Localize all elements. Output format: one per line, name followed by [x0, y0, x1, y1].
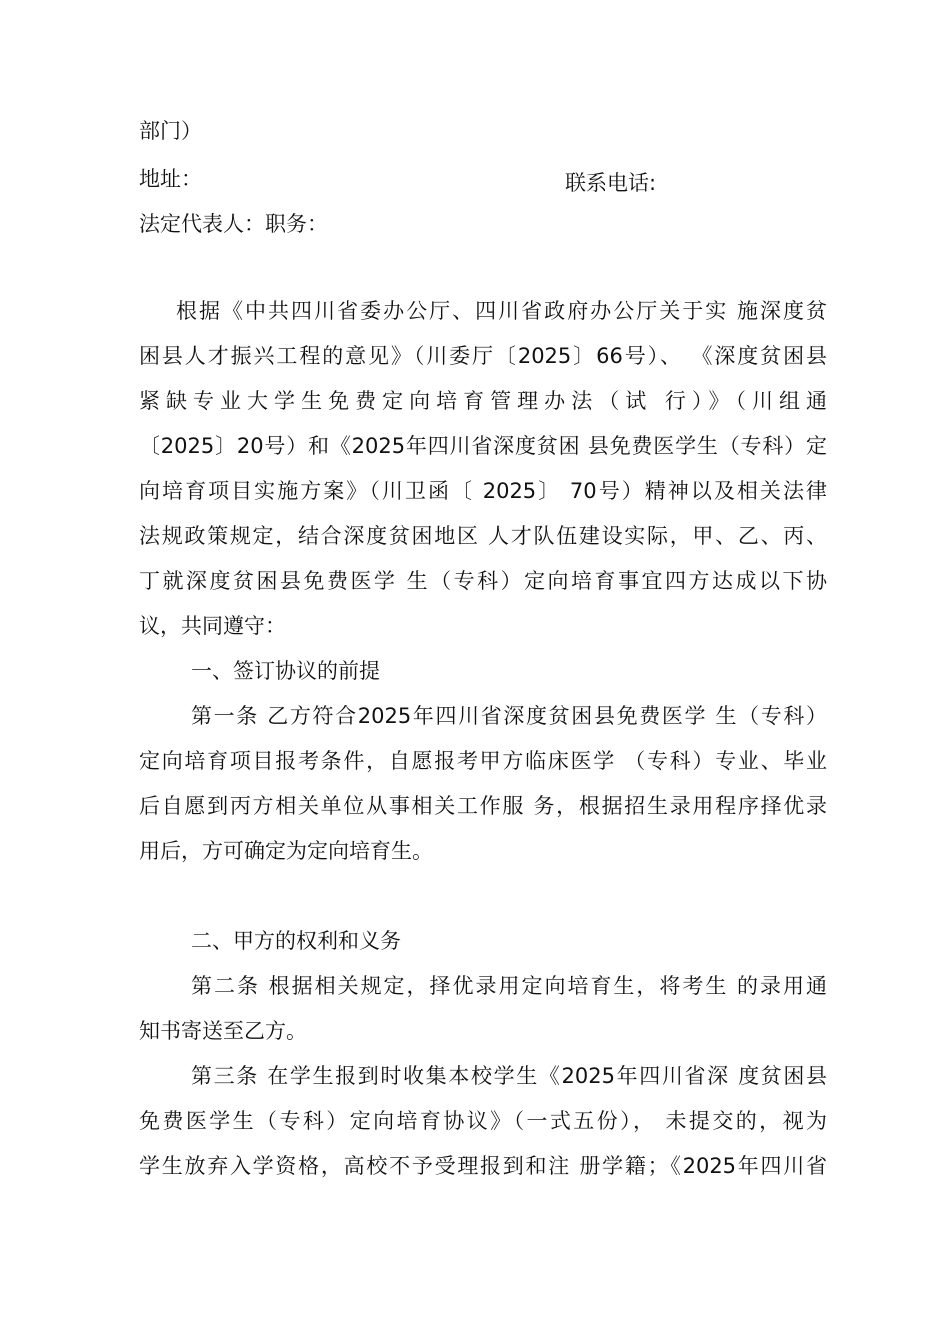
intro-line-5: 向培育项目实施方案》（川卫函〔 2025〕 70号）精神以及相关法律	[139, 479, 827, 503]
phone-label: 联系电话:	[565, 171, 657, 195]
article-3-line-3: 学生放弃入学资格，高校不予受理报到和注 册学籍；《2025年四川省	[139, 1154, 827, 1178]
intro-line-2: 困县人才振兴工程的意见》（川委厅〔2025〕66号）、 《深度贫困县	[139, 344, 827, 368]
intro-line-8: 议，共同遵守：	[139, 614, 286, 638]
article-3-line-1: 第三条 在学生报到时收集本校学生《2025年四川省深 度贫困县	[191, 1064, 827, 1088]
article-2-line-2: 知书寄送至乙方。	[139, 1019, 307, 1043]
article-1-line-1: 第一条 乙方符合2025年四川省深度贫困县免费医学 生（专科）	[191, 704, 827, 728]
intro-line-6: 法规政策规定，结合深度贫困地区 人才队伍建设实际，甲、乙、丙、	[139, 524, 827, 548]
article-1-line-3: 后自愿到丙方相关单位从事相关工作服 务，根据招生录用程序择优录	[139, 794, 827, 818]
legal-representative-label: 法定代表人：职务：	[139, 212, 328, 236]
article-1-line-4: 用后，方可确定为定向培育生。	[139, 839, 433, 863]
article-1-line-2: 定向培育项目报考条件，自愿报考甲方临床医学 （专科）专业、毕业	[139, 749, 827, 773]
intro-line-1: 根据《中共四川省委办公厅、四川省政府办公厅关于实 施深度贫	[176, 299, 827, 323]
section-2-title: 二、甲方的权利和义务	[191, 929, 401, 953]
address-label: 地址：	[139, 167, 202, 191]
intro-line-3: 紧缺专业大学生免费定向培育管理办法（试 行）》（川组通	[139, 389, 827, 413]
department-label-tail: 部门）	[139, 119, 202, 143]
article-3-line-2: 免费医学生（专科）定向培育协议》（一式五份）， 未提交的，视为	[139, 1109, 827, 1133]
intro-line-7: 丁就深度贫困县免费医学 生（专科）定向培育事宜四方达成以下协	[139, 569, 827, 593]
section-1-title: 一、签订协议的前提	[191, 659, 380, 683]
article-2-line-1: 第二条 根据相关规定，择优录用定向培育生，将考生 的录用通	[191, 974, 827, 998]
intro-line-4: 〔2025〕20号）和《2025年四川省深度贫困 县免费医学生（专科）定	[139, 434, 827, 458]
